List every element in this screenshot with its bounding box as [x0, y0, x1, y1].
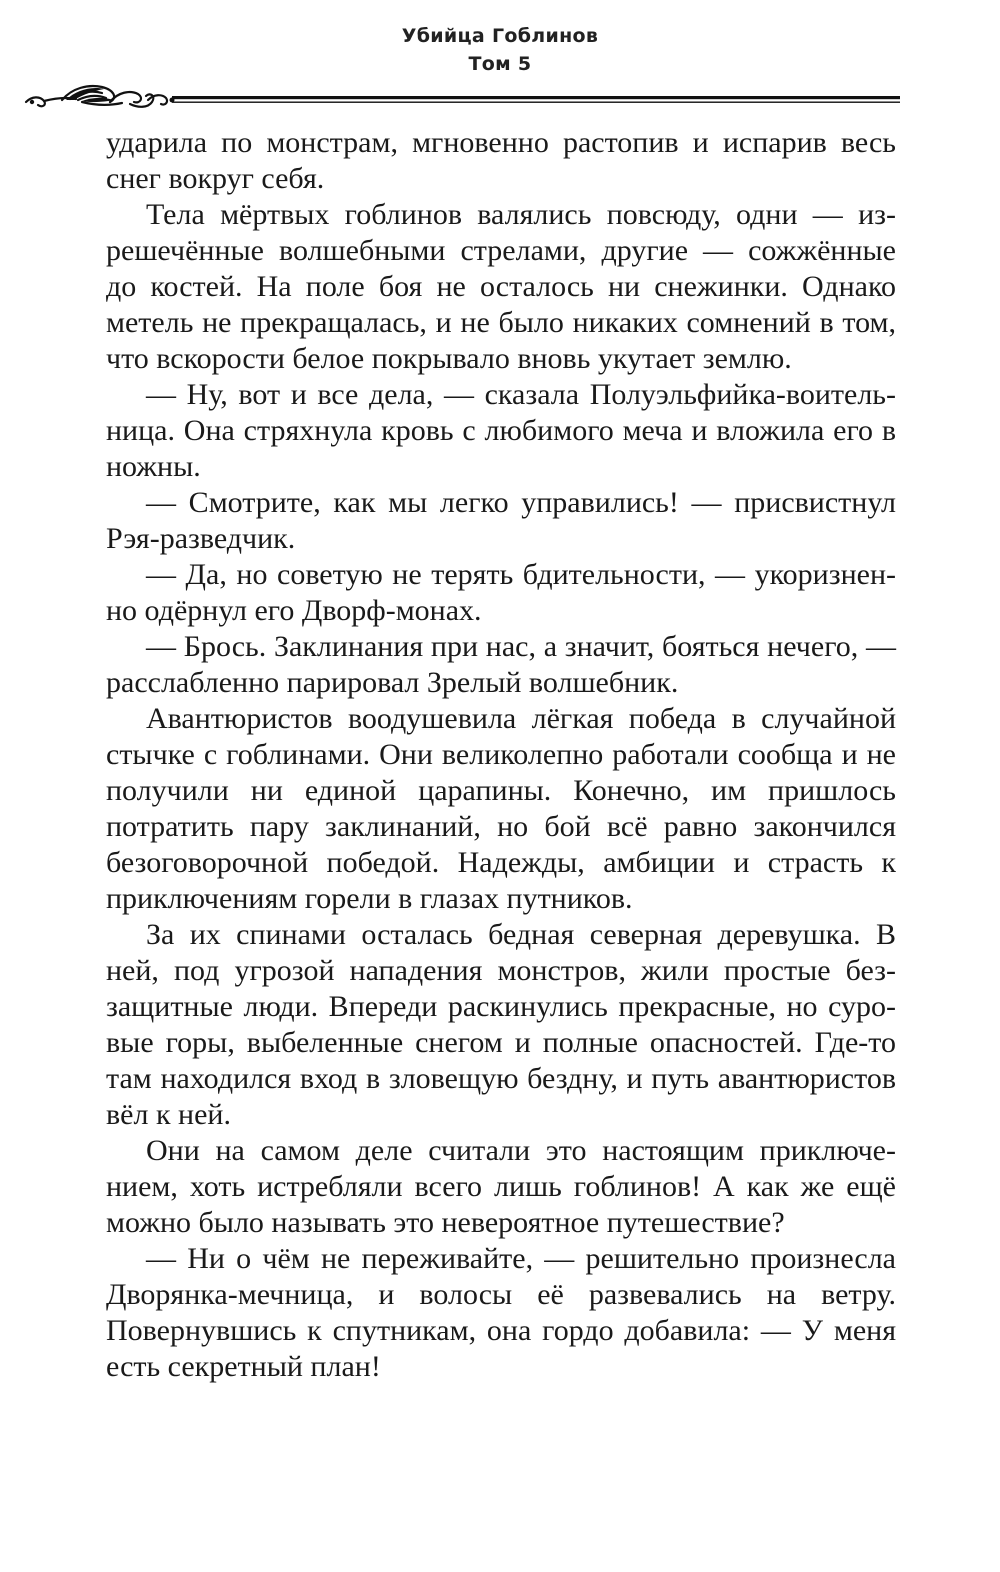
- paragraph-3: — Ну, вот и все дела, — сказала Полуэльфийка-воительница. Она стряхнула кровь с любимого меча и вложила его в ножны.: [106, 378, 896, 483]
- paragraph-4: — Смотрите, как мы легко управились! — присвистнул Рэя-разведчик.: [106, 486, 896, 555]
- paragraph-10: — Ни о чём не переживайте, — решительно произнесла Дворянка-мечница, и волосы её развевались на ветру. Повернувшись к спутникам, она гордо добавила: — У меня есть секретный план!: [106, 1242, 896, 1383]
- paragraph-5: — Да, но советую не терять бдительности, — укоризненно одёрнул его Дворф-монах.: [106, 558, 896, 627]
- paragraph-2: Тела мёртвых гоблинов валялись повсюду, одни — изрешечённые волшебными стрелами, другие — сожжённые до костей. На поле боя не осталось ни снежинки. Однако метель не прекращалась, и не было никаких сомнений в том, что вскорости белое покрывало вновь укутает землю.: [106, 198, 896, 375]
- body-text: [106, 125, 896, 1385]
- paragraph-6: — Брось. Заклинания при нас, а значит, бояться нечего, — расслабленно парировал Зрелый волшебник.: [106, 630, 896, 699]
- book-title: Убийца Гоблинов: [401, 25, 599, 47]
- volume-label: Том 5: [468, 53, 532, 75]
- decorative-flourish-divider-icon: [22, 78, 902, 120]
- running-header: [0, 22, 1000, 78]
- paragraph-1: ударила по монстрам, мгновенно растопив и испарив весь снег вокруг себя.: [106, 126, 896, 195]
- paragraph-9: Они на самом деле считали это настоящим приключением, хоть истребляли всего лишь гоблинов! А как же ещё можно было называть это невероятное путешествие?: [106, 1134, 896, 1239]
- paragraph-7: Авантюристов воодушевила лёгкая победа в случайной стычке с гоблинами. Они великолепно работали сообща и не получили ни единой царапины. Конечно, им пришлось потратить пару заклинаний, но бой всё равно закончился безоговорочной победой. Надежды, амбиции и страсть к приключениям горели в глазах путников.: [106, 702, 896, 915]
- paragraph-8: За их спинами осталась бедная северная деревушка. В ней, под угрозой нападения монстров, жили простые беззащитные люди. Впереди раскинулись прекрасные, но суровые горы, выбеленные снегом и полные опасностей. Где-то там находился вход в зловещую бездну, и путь авантюристов вёл к ней.: [106, 918, 896, 1131]
